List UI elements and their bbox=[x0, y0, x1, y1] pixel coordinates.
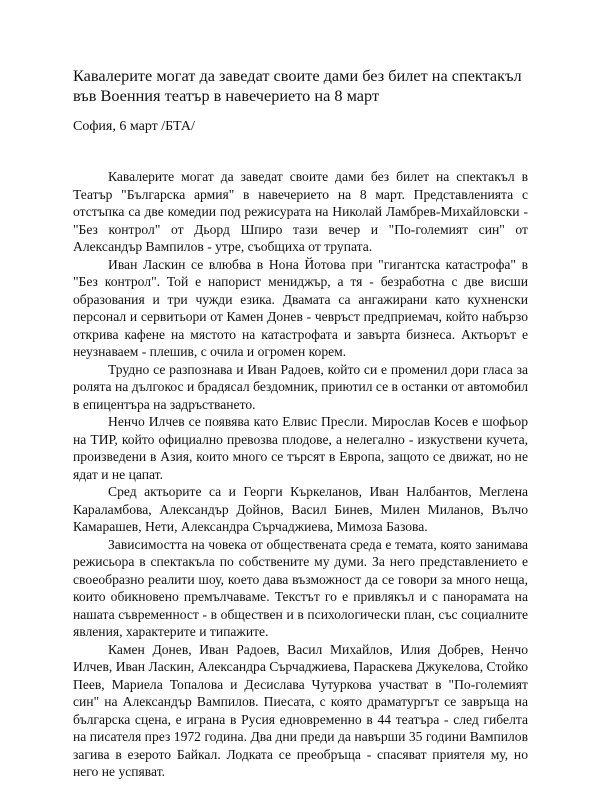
article-paragraph: Ненчо Илчев се появява като Елвис Пресли. Мирослав Косев е шофьор на ТИР, който официално превозва плодове, а нелегално - изкуствени кучета, произведени в Азия, които много се търсят в Европа, защото се движат, но не ядат и не цапат. bbox=[73, 414, 528, 482]
article-paragraph: Камен Донев, Иван Радоев, Васил Михайлов, Илия Добрев, Ненчо Илчев, Иван Ласкин, Александра Сърчаджиева, Параскева Джукелова, Стойко Пеев, Мариела Топалова и Десислава Чутуркова участват в "По-големият син" на Александър Вампилов. Пиесата, с която драматургът се завръща на българска сцена, е играна в Русия едновременно в 44 театъра - след гибелта на писателя през 1972 година. Два дни преди да навърши 35 години Вампилов загива в езерото Байкал. Лодката се преобръща - спасяват приятеля му, но него не успяват. bbox=[73, 641, 528, 779]
article-paragraph: Зависимостта на човека от обществената среда е темата, която занимава режисьора в спектакъла по собствените му думи. За него представлението е своеобразно реалити шоу, което дава възможност да се говори за много неща, които обикновено премълчаваме. Текстът го е привлякъл и с панорамата на нашата съвременност - в обществен и в психологически план, със социалните явления, характерите и типажите. bbox=[73, 536, 528, 639]
article-body bbox=[73, 168, 528, 781]
article-paragraph: Кавалерите могат да заведат своите дами без билет на спектакъл в Театър "Българска армия" в навечерието на 8 март. Представленията с отстъпка са две комедии под режисурата на Николай Ламбрев-Михайловски - "Без контрол" от Дьорд Шпиро тази вечер и "По-големият син" от Александър Вампилов - утре, съобщиха от трупата. bbox=[73, 169, 528, 254]
article-paragraph: Сред актьорите са и Георги Къркеланов, Иван Налбантов, Меглена Караламбова, Александър Дойнов, Васил Бинев, Милен Миланов, Вълчо Камарашев, Нети, Александра Сърчаджиева, Мимоза Базова. bbox=[73, 484, 528, 534]
article-paragraph: Иван Ласкин се влюбва в Нона Йотова при "гигантска катастрофа" в "Без контрол". Той е напорист мениджър, а тя - безработна с две висши образования и три чужди езика. Двамата са ангажирани като кухненски персонал и сервитьори от Камен Донев - чевръст предприемач, който набързо открива кафене на мястото на катастрофата и завърта бизнеса. Актьорът е неузнаваем - плешив, с очила и огромен корем. bbox=[73, 256, 528, 359]
article-dateline: София, 6 март /БТА/ bbox=[73, 119, 195, 134]
article-paragraph: Трудно се разпознава и Иван Радоев, който си е променил дори гласа за ролята на дългокос и брадясал бездомник, приютил се в останки от автомобил в епицентъра на задръстването. bbox=[73, 361, 528, 412]
article-title: Кавалерите могат да заведат своите дами без билет на спектакъл във Военния театър в навечерието на 8 март bbox=[73, 66, 522, 105]
